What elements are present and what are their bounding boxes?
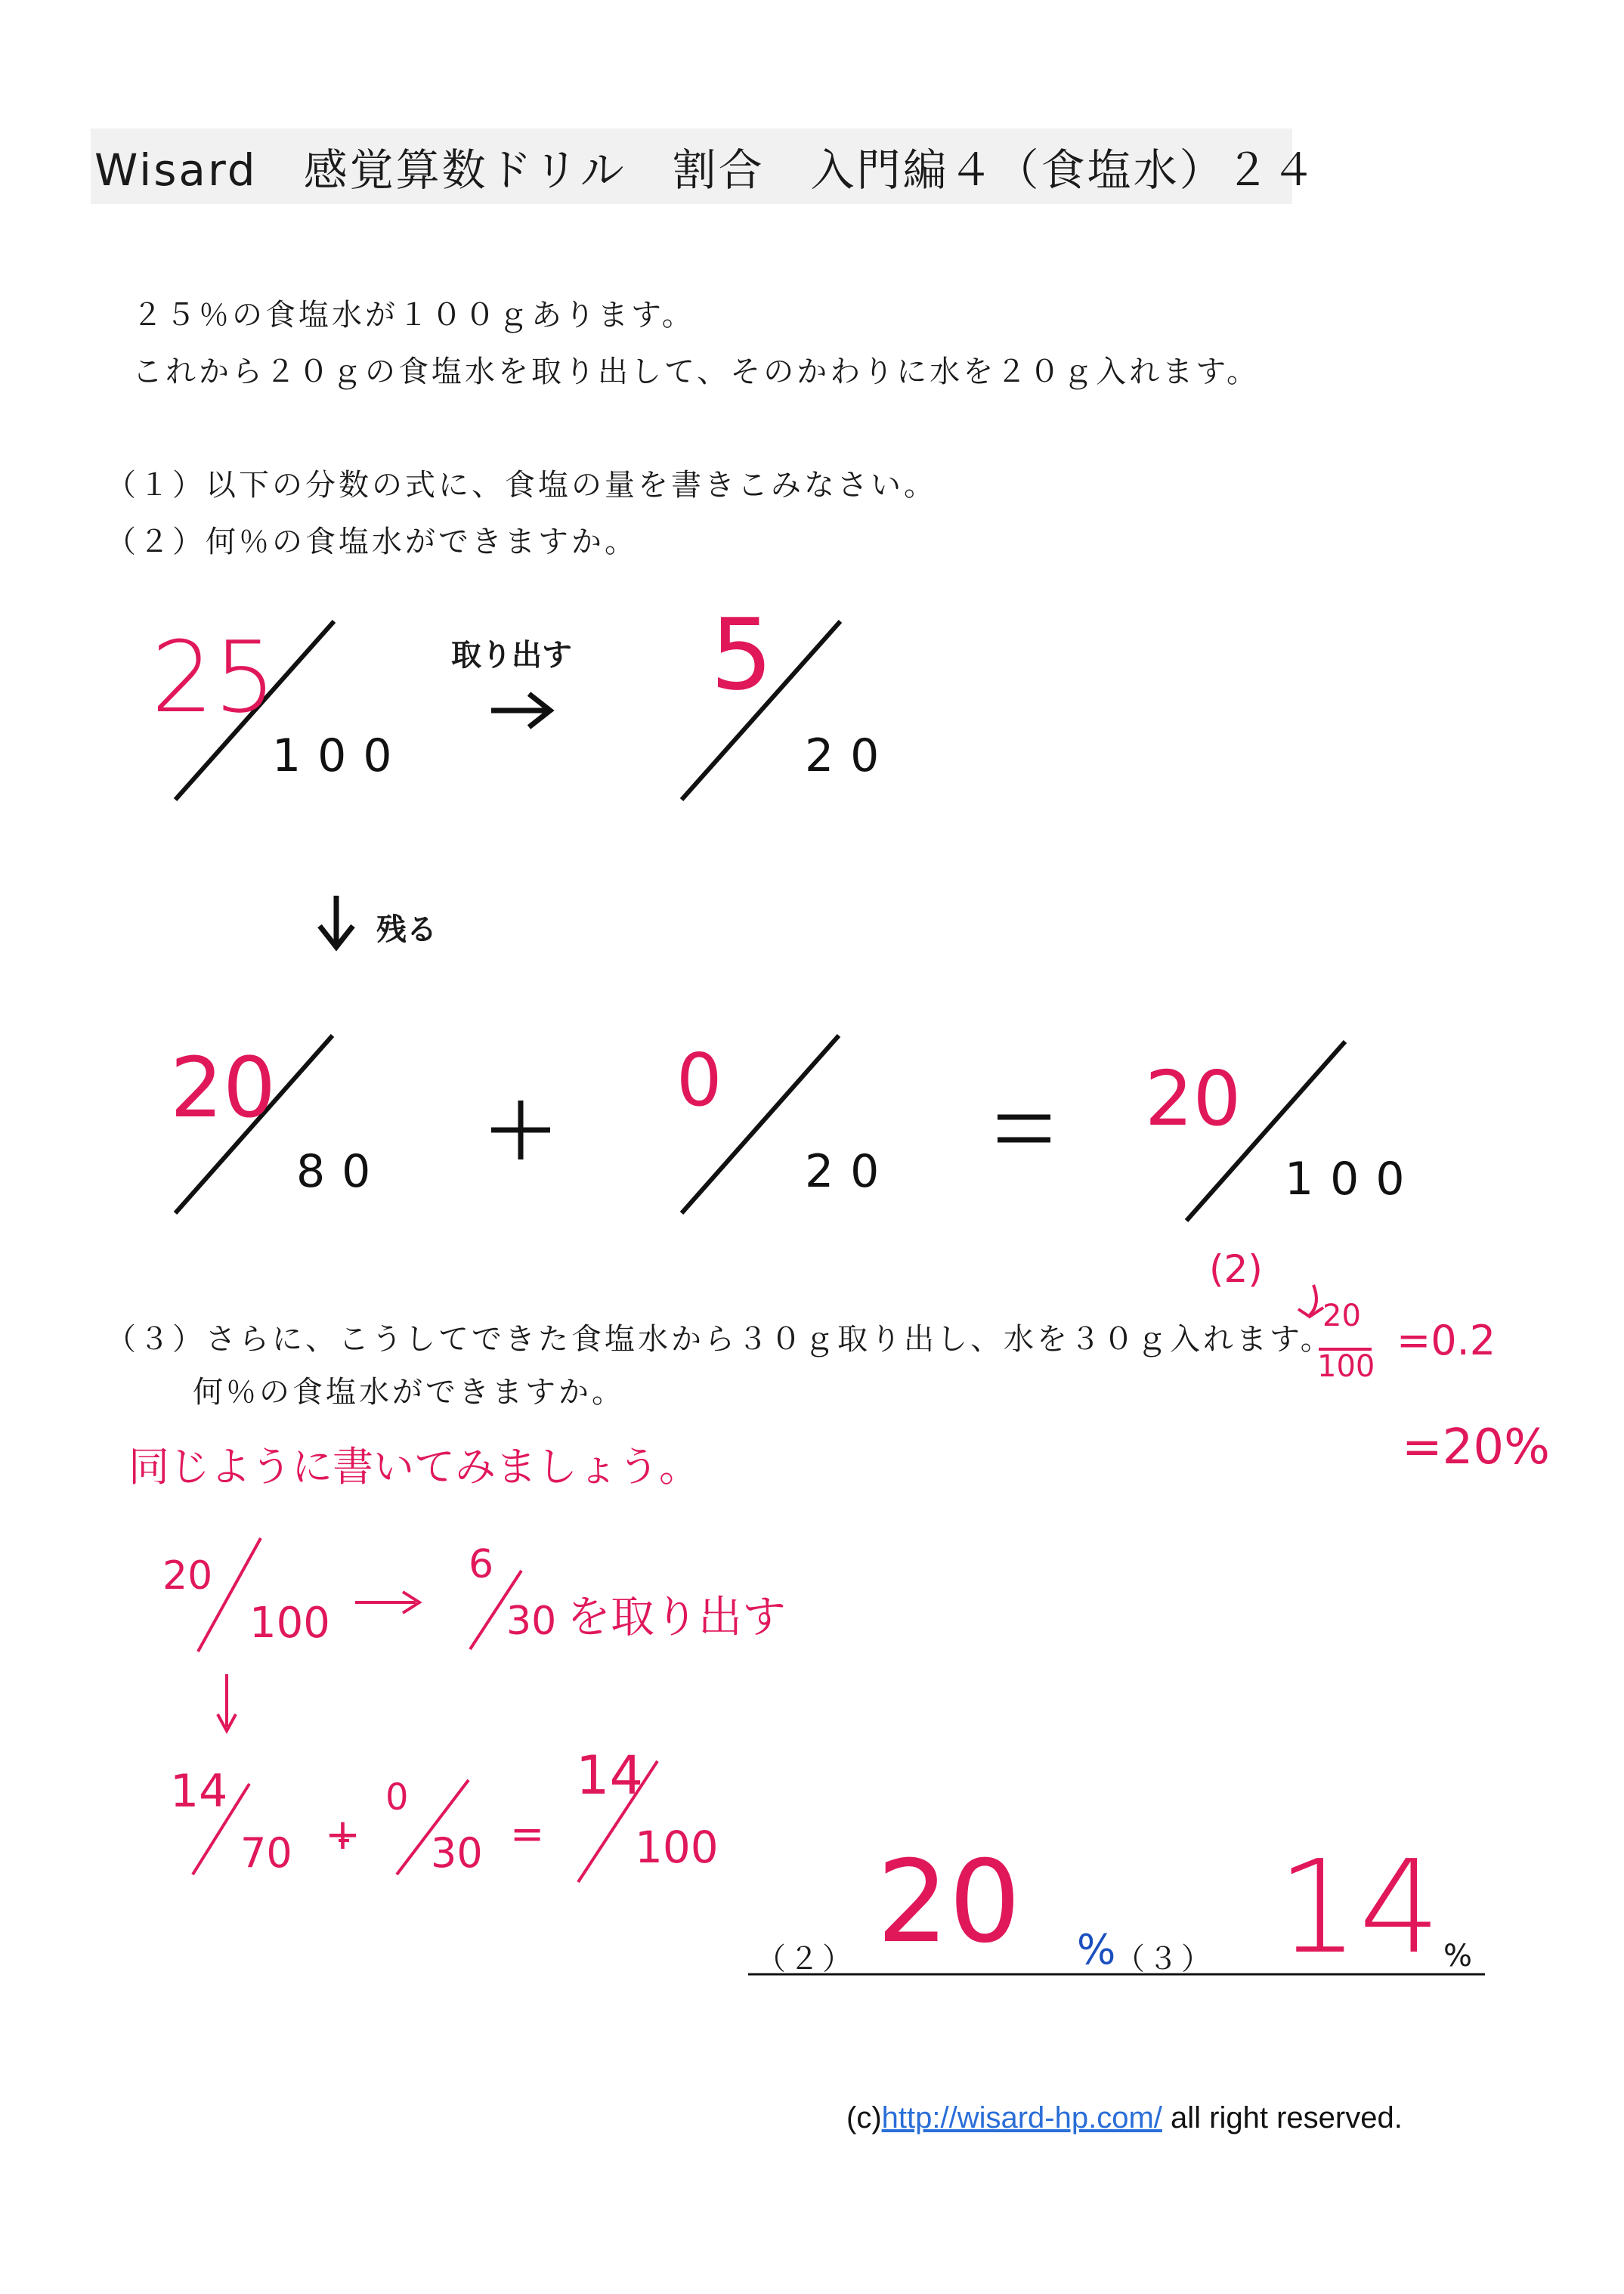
plus-sign xyxy=(491,1101,550,1159)
hand-work-f4-den: 30 xyxy=(431,1829,483,1877)
question-1: （１）以下の分数の式に、食塩の量を書きこみなさい。 xyxy=(106,468,937,503)
down-arrow-icon xyxy=(320,896,353,947)
answer-q2-unit: % xyxy=(1077,1926,1116,1974)
question-2: （２）何％の食塩水ができますか。 xyxy=(106,525,638,559)
footer-prefix: (c) xyxy=(846,2101,882,2135)
take-out-label: 取り出す xyxy=(451,638,572,673)
hand-work-equals: = xyxy=(510,1810,545,1858)
hand-q2-label: (2) xyxy=(1209,1247,1263,1291)
answer-q3-unit: % xyxy=(1443,1939,1476,1974)
footer-suffix: all right reserved. xyxy=(1162,2101,1403,2135)
hand-arrow-down xyxy=(1310,1285,1316,1315)
remain-label: 残る xyxy=(376,912,437,947)
frac3-denominator: 80 xyxy=(296,1145,388,1198)
hand-work-f3-den: 70 xyxy=(240,1829,292,1877)
hand-q2-eq1: =0.2 xyxy=(1397,1317,1496,1364)
page-title: Wisard 感覚算数ドリル 割合 入門編４（食塩水）２４ xyxy=(94,144,1318,196)
hand-instruction: 同じように書いてみましょう。 xyxy=(128,1443,700,1491)
hand-work-f2-den: 30 xyxy=(506,1599,557,1644)
frac2-numerator: 5 xyxy=(710,597,773,712)
hand-work-plus: + xyxy=(325,1810,360,1859)
hand-work-take-out: を取り出す xyxy=(567,1591,787,1642)
frac5-denominator: 100 xyxy=(1285,1153,1421,1206)
hand-q2-eq2: =20% xyxy=(1402,1419,1550,1475)
problem-line-2: これから２０ｇの食塩水を取り出して、そのかわりに水を２０ｇ入れます。 xyxy=(132,354,1260,389)
hand-work-f5-num: 14 xyxy=(576,1744,644,1806)
hand-q2-num: 20 xyxy=(1322,1299,1361,1333)
answer-q2-value: 20 xyxy=(877,1837,1021,1968)
frac3-numerator: 20 xyxy=(170,1039,276,1136)
frac1-denominator: 100 xyxy=(272,729,409,782)
hand-work-f2-num: 6 xyxy=(469,1542,494,1587)
frac1-numerator: 25 xyxy=(151,620,277,735)
answer-q2-label: （２） xyxy=(756,1942,855,1977)
frac5-numerator: 20 xyxy=(1145,1054,1242,1143)
hand-work-f3-num: 14 xyxy=(170,1765,228,1818)
problem-line-1: ２５％の食塩水が１００ｇあります。 xyxy=(132,298,695,333)
footer-link[interactable]: http://wisard-hp.com/ xyxy=(881,2101,1162,2135)
footer-copyright xyxy=(846,2101,1403,2135)
hand-work-f1-den: 100 xyxy=(249,1599,330,1648)
frac4-denominator: 20 xyxy=(805,1145,896,1198)
question-3-line-2: 何％の食塩水ができますか。 xyxy=(193,1375,625,1410)
hand-work-f4-num: 0 xyxy=(385,1776,409,1819)
question-3-line-1: （３）さらに、こうしてできた食塩水から３０ｇ取り出し、水を３０ｇ入れます。 xyxy=(106,1322,1334,1357)
hand-work-f5-den: 100 xyxy=(635,1822,719,1873)
frac2-denominator: 20 xyxy=(805,729,896,782)
answer-q3-value: 14 xyxy=(1277,1833,1441,1983)
equals-sign xyxy=(998,1117,1050,1140)
hand-work-f1-num: 20 xyxy=(162,1553,213,1599)
hand-q2-den: 100 xyxy=(1317,1349,1375,1384)
answer-q3-label: （３） xyxy=(1115,1942,1214,1977)
right-arrow-icon xyxy=(491,694,550,727)
frac4-numerator: 0 xyxy=(676,1039,722,1122)
